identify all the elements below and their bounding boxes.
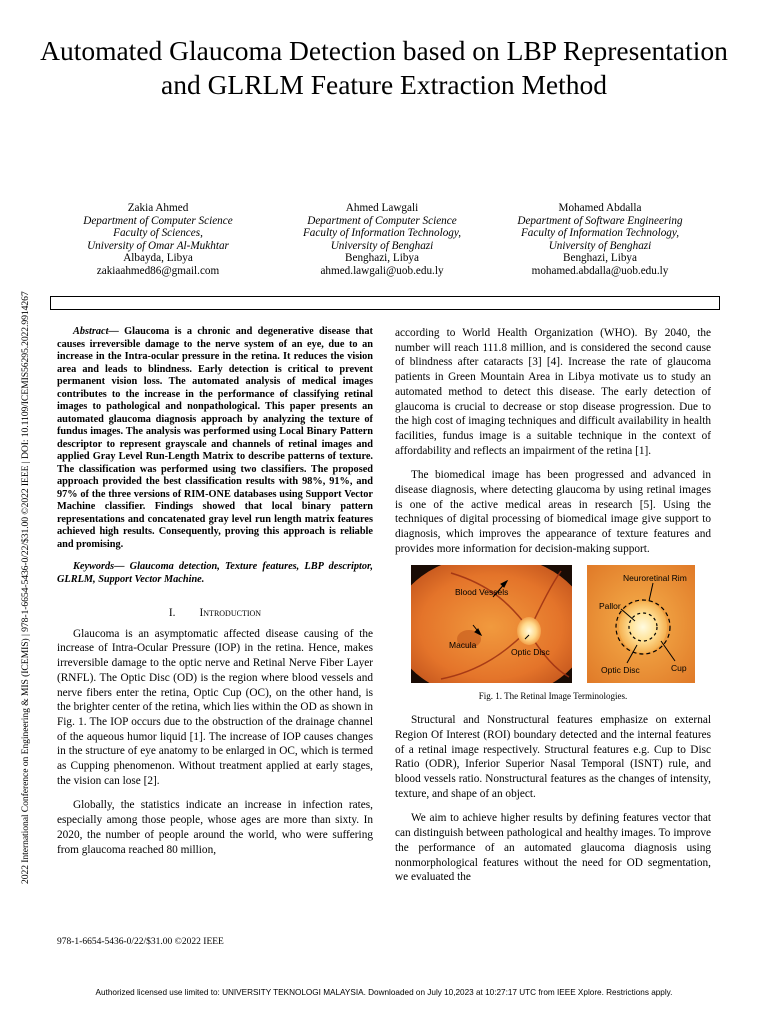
copyright-notice: 978-1-6654-5436-0/22/$31.00 ©2022 IEEE (57, 937, 224, 947)
keywords-text: Glaucoma detection, Texture features, LBP descriptor, GLRLM, Support Vector Machine. (57, 561, 373, 585)
author-block (262, 202, 502, 277)
author-name: Zakia Ahmed (127, 202, 189, 214)
conference-sidebar: 2022 International Conference on Engineering & MIS (ICEMIS) | 978-1-6654-5436-0/22/$31.00 ©2022 IEEE | DOI: 10.1109/ICEMIS56295.2022.9914267 (20, 291, 31, 884)
body-paragraph: We aim to achieve higher results by defining features vector that can distinguish between pathological and healthy images. To improve the performance of an automated glaucoma diagnosis using nonmorphological features without the need for OD segmentation, we evaluated the (395, 812, 711, 884)
body-paragraph-continued: according to World Health Organization (WHO). By 2040, the number will reach 111.8 million, and is considered the second cause of blindness after cataracts [3] [4]. Increase the rate of glaucoma patients in Green Mountain Area in Libya motivate us to study an automated method to detect this disease. The early detection of glaucoma is crucial to decrease or stop disease progression. Due to the high cost of imaging techniques and difficult availability in health facilities, fundus image is a suitable technique in the context of affordability and reflects an impairment of the retina [1]. (395, 327, 711, 457)
label-optic-disc: Optic Disc (511, 646, 550, 657)
author-university: University of Benghazi (330, 239, 434, 252)
author-department: Department of Computer Science (307, 214, 457, 227)
author-email: mohamed.abdalla@uob.edu.ly (531, 264, 669, 277)
label-cup: Cup (671, 662, 687, 673)
author-name: Mohamed Abdalla (558, 202, 642, 214)
paper-title: Automated Glaucoma Detection based on LBP Representation and GLRLM Feature Extraction Method (40, 35, 728, 100)
body-paragraph: The biomedical image has been progressed and advanced in disease diagnosis, where detecting glaucoma by using retinal images is one of the active medical areas in research [5]. Using the techniques of digital processing of biomedical image give support to diagnosis, which improves the appearance of texture features and provides more information for decision-making support. (395, 469, 711, 555)
label-blood-vessels: Blood Vessels (455, 586, 509, 597)
author-email: ahmed.lawgali@uob.edu.ly (320, 264, 444, 277)
abstract-label: Abstract— (73, 326, 119, 337)
abstract-text: Glaucoma is a chronic and degenerative disease that causes irreversible damage to the nerve system of an eye, due to an increase in the Intra-ocular pressure in the retina. It reduces the vision area and leads to blindness. Early detection is critical to prevent permanent vision loss. The automated analysis of medical images contributes to the increase in the performance of classifying retinal images to pathological and nonpathological. This paper presents an automated glaucoma diagnosis approach by analyzing the texture of fundus images. The analysis was performed using Local Binary Pattern descriptor to represent grayscale and channels of retinal images and applied Gray Level Run-Length Matrix to describe patterns of texture. The classification was performed using two classifiers. The proposed approach provided the best classification results with 98%, 91%, and 97% of the three versions of RIM-ONE databases using Support Vector Machine classifier. Findings showed that local binary pattern representations and concatenated gray level run length matrix features achieved high results. Consequently, proving this approach is reliable and promising. (57, 326, 373, 550)
section-heading-introduction (57, 606, 373, 621)
abstract (57, 326, 373, 551)
section-title: Introduction (199, 607, 262, 619)
left-column (57, 326, 373, 857)
figure-caption: Fig. 1. The Retinal Image Terminologies. (478, 690, 628, 701)
keywords (57, 561, 373, 586)
fundus-image (411, 565, 572, 683)
author-block (480, 202, 720, 277)
keywords-label: Keywords— (73, 561, 125, 572)
intro-paragraph-1: Glaucoma is an asymptomatic affected disease causing of the increase of Intra-Ocular Pressure (IOP) in the retina. Hence, makes irreversible damage to the optic nerve and Retinal Nerve Fiber Layer (RNFL). The Optic Disc (OD) is the region where blood vessels and nerve fibers enter the retina, Optic Cup (OC), on the other hand, is the brighter center of the retina, which lies within the OD as shown in Fig. 1. The IOP occurs due to the obstruction of the drainage channel of the aqueous humor liquid [1]. The increase of IOP causes changes in the structure of eye anatomy to be enlarged in OC, which is termed as Cupping phenomenon. Without treatment applied at early stages, the vision can lose [2]. (57, 627, 373, 787)
author-email: zakiaahmed86@gmail.com (96, 264, 220, 277)
author-block (38, 202, 278, 277)
author-department: Department of Software Engineering (517, 214, 683, 227)
author-university: University of Benghazi (548, 239, 652, 252)
intro-paragraph-2: Globally, the statistics indicate an increase in infection rates, especially among those people, whose ages are more than sixty. In 2020, the number of people around the world, who were suffering from glaucoma reached 80 million, (57, 799, 373, 856)
section-number: I. (168, 607, 176, 619)
header-divider-box (50, 296, 720, 310)
body-paragraph: Structural and Nonstructural features emphasize on external Region Of Interest (ROI) boundary detected and the internal features of a retinal image respectively. Structural features e.g. Cup to Disc Ratio (ODR), Inferior Superior Nasal Temporal (ISNT) rule, and blood vessels ratio. Nonstructural features as the changes of intensity, texture, and shape of an object. (395, 714, 711, 800)
label-neuroretinal-rim: Neuroretinal Rim (623, 572, 687, 583)
author-location: Benghazi, Libya (563, 252, 637, 264)
author-faculty: Faculty of Information Technology, (302, 227, 462, 239)
author-location: Benghazi, Libya (345, 252, 419, 264)
label-pallor: Pallor (599, 600, 621, 611)
label-optic-disc: Optic Disc (601, 664, 640, 675)
author-faculty: Faculty of Sciences, (113, 227, 203, 239)
figure-1 (395, 565, 711, 683)
license-footer: Authorized licensed use limited to: UNIVERSITY TEKNOLOGI MALAYSIA. Downloaded on July 10,2023 at 10:27:17 UTC from IEEE Xplore. Restrictions apply. (95, 988, 673, 997)
author-faculty: Faculty of Information Technology, (520, 227, 680, 239)
author-university: University of Omar Al-Mukhtar (87, 239, 229, 252)
right-column (395, 326, 711, 885)
optic-disc-zoom-image (587, 565, 695, 683)
author-name: Ahmed Lawgali (345, 202, 419, 214)
label-macula: Macula (449, 639, 477, 650)
author-location: Albayda, Libya (123, 252, 193, 264)
author-department: Department of Computer Science (83, 214, 233, 227)
